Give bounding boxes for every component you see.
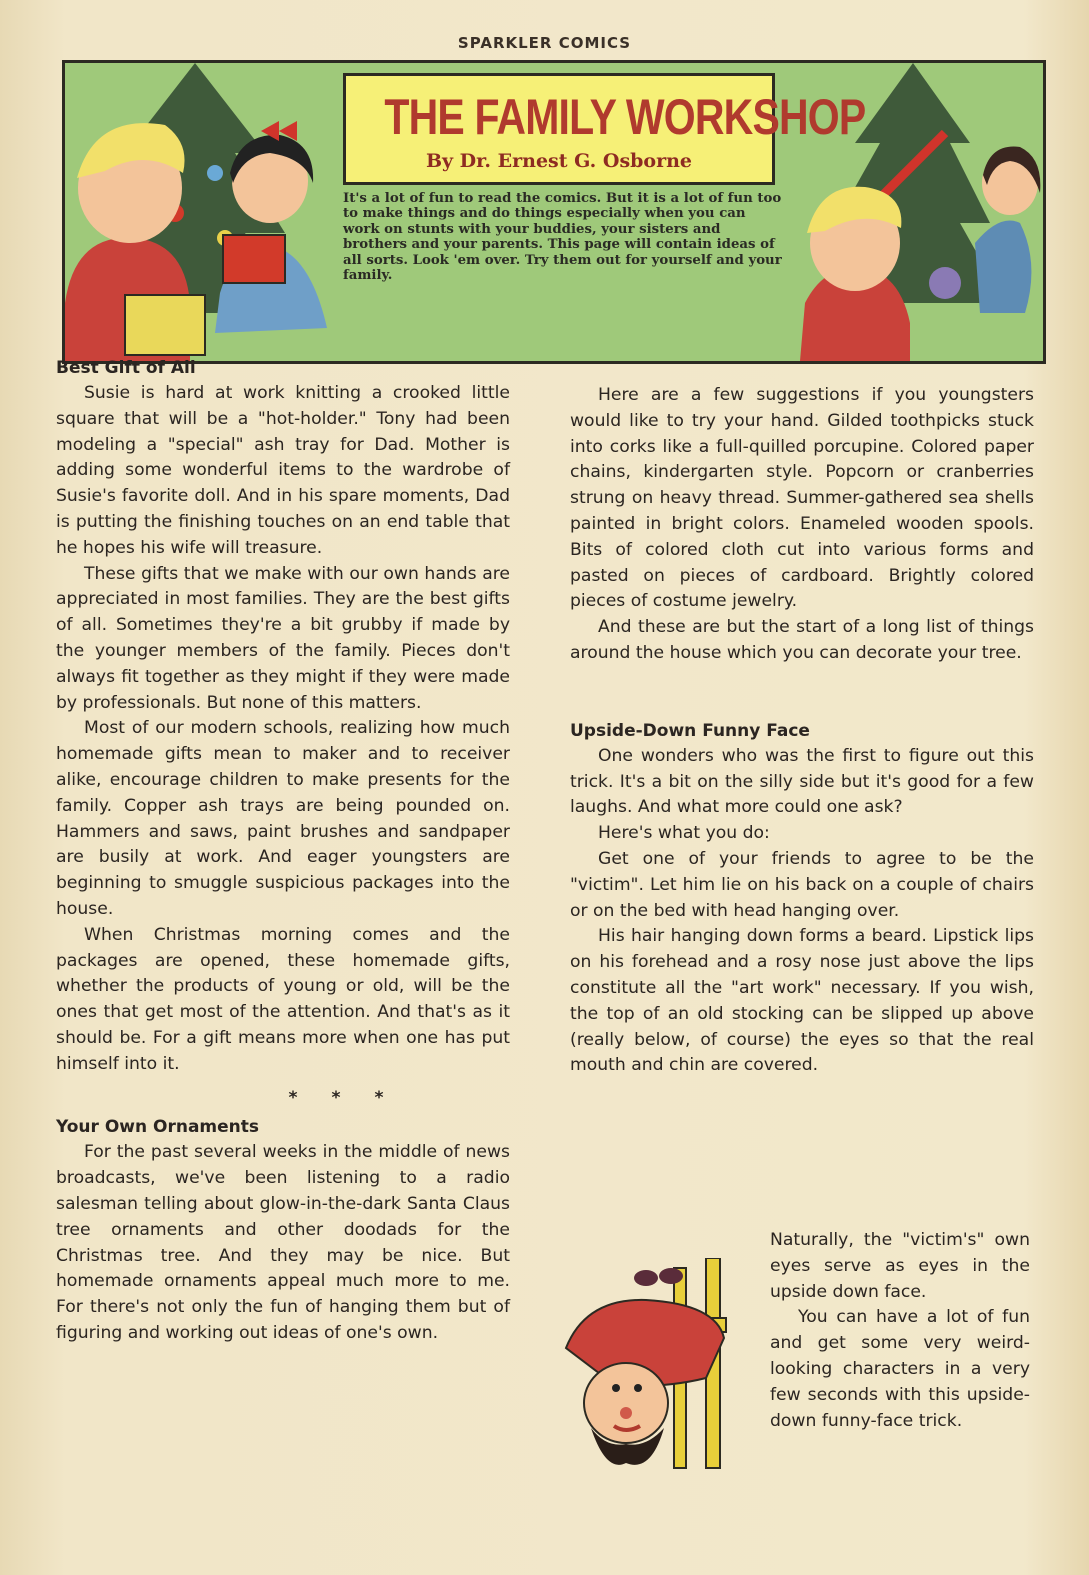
title-box: [343, 73, 866, 185]
masthead: SPARKLER COMICS: [457, 34, 632, 52]
ornament-blue: [207, 165, 223, 181]
right-column: [570, 383, 1034, 1079]
eye-icon: [634, 1384, 642, 1392]
upside-down-face-illustration: [556, 1258, 756, 1478]
intro-text: It's a lot of fun to read the comics. But it is a lot of fun too to make things and do things especially when you can work on stunts with your buddies, your sisters and brothers and your parents. This page will contain ideas of all sorts. Look 'em over. Try them out for yourself and your family.: [343, 191, 782, 284]
section-heading-funny-face: Upside-Down Funny Face: [570, 720, 810, 741]
paragraph: And these are but the start of a long list of things around the house which you can decorate your tree.: [570, 617, 1034, 663]
paragraph: Here are a few suggestions if you youngsters would like to try your hand. Gilded toothpicks stuck into corks like a full-quilled porcupine. Colored paper chains, kindergarten style. Popcorn or cranberries strung on heavy thread. Summer-gathered sea shells painted in bright colors. Enameled wooden spools. Bits of colored cloth cut into various forms and pasted on pieces of cardboard. Brightly colored pieces of costume jewelry.: [570, 385, 1034, 612]
paragraph: These gifts that we make with our own hands are appreciated in most families. They are the best gifts of all. Sometimes they're a bit grubby if made by the younger members of the family. Pieces don't always fit together as they might if they were made by professionals. But none of this matters.: [56, 563, 510, 713]
ornament-purple: [929, 267, 961, 299]
shoe-icon: [634, 1270, 658, 1286]
section-heading-ornaments: Your Own Ornaments: [56, 1117, 260, 1138]
wrapped-text: [770, 1228, 1030, 1434]
paragraph: You can have a lot of fun and get some very weird-looking characters in a very few seconds with this upside-down funny-face trick.: [770, 1307, 1030, 1431]
paragraph: His hair hanging down forms a beard. Lipstick lips on his forehead and a rosy nose just above the lips constitute all the "art work" necessary. If you wish, the top of an old stocking can be slipped up above (really below, of course) the eyes so that the real mouth and chin are covered.: [570, 926, 1034, 1076]
section-divider: * * *: [288, 1087, 398, 1108]
girl-right-dress: [975, 221, 1031, 314]
paragraph: Here's what you do:: [598, 823, 770, 844]
paragraph: One wonders who was the first to figure out this trick. It's a bit on the silly side but it's good for a few laughs. And what more could one ask?: [570, 745, 1034, 818]
rosy-nose-icon: [620, 1407, 632, 1419]
eye-icon: [612, 1384, 620, 1392]
paragraph: For the past several weeks in the middle of news broadcasts, we've been listening to a radio salesman telling about glow-in-the-dark Santa Claus tree ornaments and other doodads for the Christmas tree. And they may be nice. But homemade ornaments appeal much more to me. For there's not only the fun of hanging them but of figuring and working out ideas of one's own.: [56, 1142, 510, 1343]
paragraph: Most of our modern schools, realizing how much homemade gifts mean to maker and to receiver alike, encourage children to make presents for the family. Copper ash trays are being pounded on. Hammers and saws, paint brushes and sandpaper are busily at work. And eager youngsters are beginning to smuggle suspicious packages into the house.: [56, 718, 510, 919]
left-column: [56, 356, 510, 1347]
shoe-icon: [659, 1268, 683, 1284]
byline: By Dr. Ernest G. Osborne: [425, 150, 693, 172]
paragraph: Naturally, the "victim's" own eyes serve as eyes in the upside down face.: [770, 1230, 1030, 1302]
gift-box-yellow: [125, 295, 205, 355]
gift-box-red: [223, 235, 285, 283]
section-heading-best-gift: Best Gift of All: [56, 358, 196, 378]
paragraph: When Christmas morning comes and the packages are opened, these homemade gifts, whether the products of young or old, will be the ones that get most of the attention. And that's as it should be. For a gift means more when one has put himself into it.: [56, 924, 510, 1074]
paragraph: Susie is hard at work knitting a crooked little square that will be a "hot-holder." Tony had been modeling a "special" ash tray for Dad. Mother is adding some wonderful items to the wardrobe of Susie's favorite doll. And in his spare moments, Dad is putting the finishing touches on an end table that he hopes his wife will treasure.: [56, 383, 510, 558]
paragraph: Get one of your friends to agree to be the "victim". Let him lie on his back on a couple of chairs or on the bed with head hanging over.: [570, 848, 1034, 921]
header-banner: [62, 60, 1046, 364]
feature-title: THE FAMILY WORKSHOP: [384, 89, 866, 145]
spacer: [570, 667, 1034, 719]
